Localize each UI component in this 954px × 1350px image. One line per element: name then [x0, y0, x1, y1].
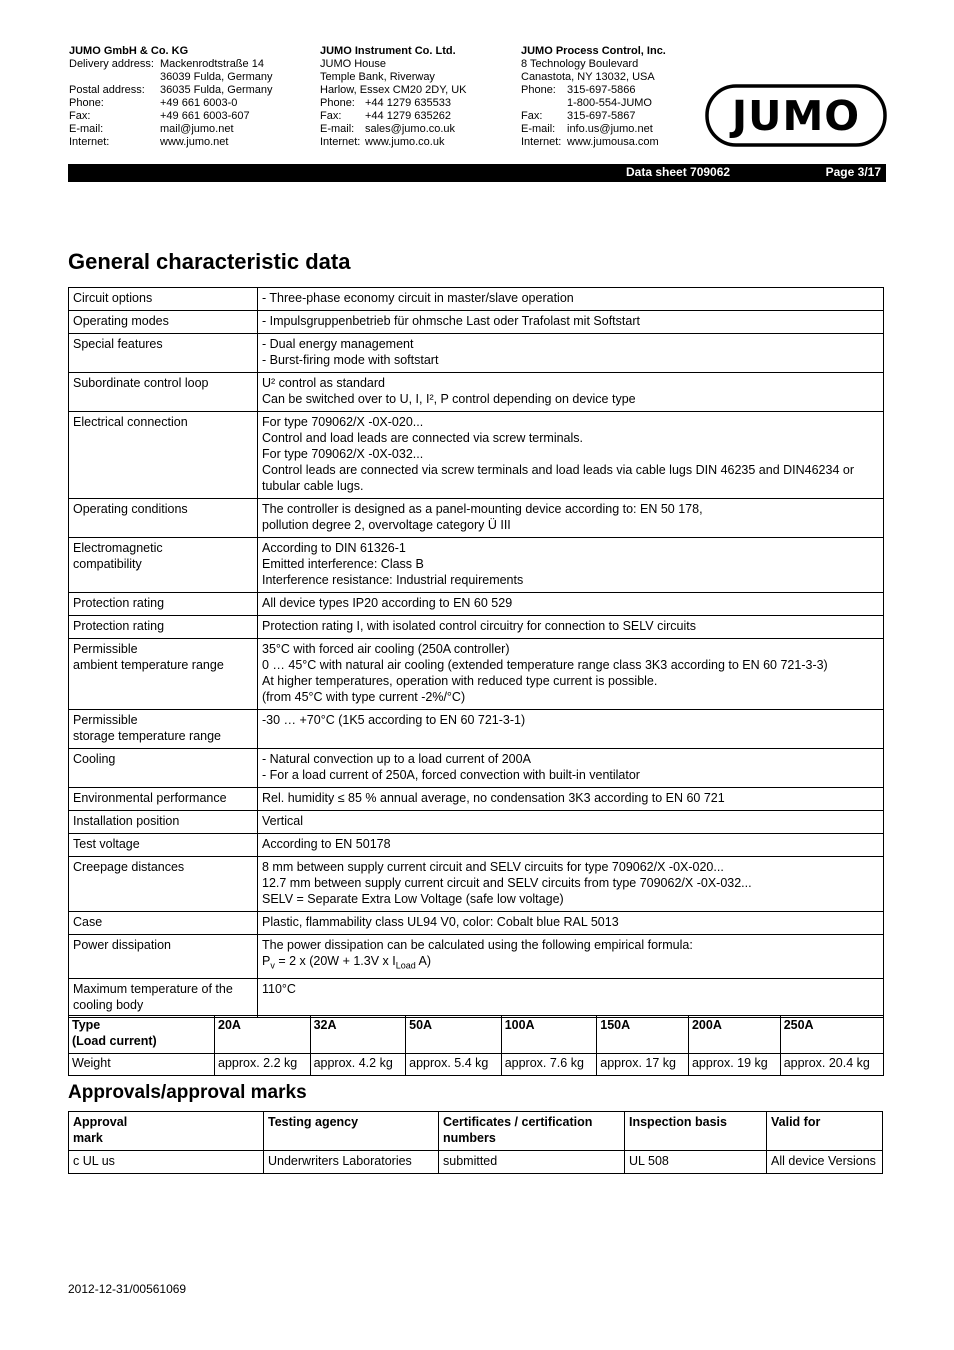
- header-line: Approval: [73, 1115, 128, 1129]
- header-line: Inspection basis: [629, 1115, 727, 1129]
- weights-row: [69, 1054, 884, 1076]
- type-cell: 100A: [501, 1016, 597, 1054]
- value-line: - Impulsgruppenbetrieb für ohmsche Last oder Trafolast mit Softstart: [262, 314, 640, 328]
- address-table: [521, 84, 659, 149]
- address-key: Phone:: [69, 97, 104, 109]
- characteristic-label: [69, 834, 258, 857]
- company-name: JUMO Process Control, Inc.: [521, 45, 666, 57]
- characteristics-table: [68, 287, 884, 1018]
- datasheet-number: Data sheet 709062: [626, 165, 731, 179]
- value-line: 12.7 mm between supply current circuit and SELV circuits from type 709062/X -0X-032...: [262, 876, 752, 890]
- address-key: E-mail:: [69, 123, 104, 135]
- characteristic-row: [69, 538, 884, 593]
- address-line: Temple Bank, Riverway: [320, 71, 435, 83]
- characteristic-value: [258, 593, 884, 616]
- document-footer: 2012-12-31/00561069: [68, 1282, 187, 1296]
- characteristic-label: [69, 311, 258, 334]
- address-line: Canastota, NY 13032, USA: [521, 71, 655, 83]
- type-cell: 250A: [780, 1016, 883, 1054]
- approvals-header-cell: [439, 1112, 625, 1151]
- value-line: Emitted interference: Class B: [262, 557, 424, 571]
- approvals-header-cell: [625, 1112, 767, 1151]
- characteristic-value: [258, 978, 884, 1017]
- value-line: 35°C with forced air cooling (250A controller): [262, 642, 510, 656]
- value-line: -30 … +70°C (1K5 according to EN 60 721-3-1): [262, 713, 526, 727]
- characteristic-row: [69, 811, 884, 834]
- address-table: [69, 58, 273, 149]
- address-key: Postal address:: [69, 84, 145, 96]
- weight-cell: approx. 17 kg: [597, 1054, 689, 1076]
- jumo-logo: [705, 84, 887, 147]
- approvals-header-cell: [767, 1112, 883, 1151]
- address-value: www.jumousa.com: [567, 136, 659, 148]
- characteristic-row: [69, 334, 884, 373]
- address-key: E-mail:: [521, 123, 556, 135]
- approval-cell: Underwriters Laboratories: [264, 1151, 439, 1174]
- characteristic-row: [69, 593, 884, 616]
- value-line: - Natural convection up to a load current of 200A: [262, 752, 531, 766]
- characteristic-row: [69, 978, 884, 1017]
- characteristic-value: [258, 710, 884, 749]
- address-row: [521, 97, 659, 110]
- address-key: Internet:: [320, 136, 361, 148]
- address-key: Fax:: [320, 110, 342, 122]
- label-line: Operating conditions: [73, 502, 188, 516]
- value-line: According to EN 50178: [262, 837, 391, 851]
- weight-label: Weight: [69, 1054, 215, 1076]
- formula-sub-load: Load: [395, 960, 416, 971]
- label-line: Operating modes: [73, 314, 169, 328]
- value-line: Interference resistance: Industrial requirements: [262, 573, 524, 587]
- weight-cell: approx. 7.6 kg: [501, 1054, 597, 1076]
- address-value: +49 661 6003-607: [160, 110, 250, 122]
- weights-header-row: [69, 1016, 884, 1054]
- address-value: www.jumo.co.uk: [365, 136, 445, 148]
- label-line: Case: [73, 915, 103, 929]
- type-header: [69, 1016, 215, 1054]
- approvals-table: [68, 1111, 883, 1174]
- address-value: sales@jumo.co.uk: [365, 123, 456, 135]
- characteristic-label: [69, 616, 258, 639]
- approvals-header-cell: [69, 1112, 264, 1151]
- label-line: Special features: [73, 337, 163, 351]
- address-row: [69, 123, 273, 136]
- address-value: www.jumo.net: [160, 136, 229, 148]
- weight-cell: approx. 2.2 kg: [215, 1054, 311, 1076]
- value-line: For type 709062/X -0X-020...: [262, 415, 424, 429]
- label-line: Power dissipation: [73, 938, 171, 952]
- approval-cell: UL 508: [625, 1151, 767, 1174]
- header-line: Valid for: [771, 1115, 821, 1129]
- power-formula: [262, 953, 879, 974]
- address-row: [521, 110, 659, 123]
- type-cell: 32A: [310, 1016, 406, 1054]
- value-line: According to DIN 61326-1: [262, 541, 406, 555]
- address-value: info.us@jumo.net: [567, 123, 653, 135]
- value-line: - Three-phase economy circuit in master/slave operation: [262, 291, 574, 305]
- address-row: [320, 123, 455, 136]
- address-value: 315-697-5867: [567, 110, 636, 122]
- characteristic-row: [69, 912, 884, 935]
- header-line: mark: [73, 1131, 103, 1145]
- address-key: [69, 71, 160, 84]
- label-line: Electrical connection: [73, 415, 188, 429]
- value-line: pollution degree 2, overvoltage category Ü III: [262, 518, 511, 532]
- label-line: Test voltage: [73, 837, 140, 851]
- type-cell: 150A: [597, 1016, 689, 1054]
- company-address-usa: [521, 45, 666, 149]
- address-row: [69, 97, 273, 110]
- characteristic-value: [258, 811, 884, 834]
- address-row: [521, 123, 659, 136]
- characteristic-row: [69, 412, 884, 499]
- characteristic-value: [258, 311, 884, 334]
- value-line: Rel. humidity ≤ 85 % annual average, no condensation 3K3 according to EN 60 721: [262, 791, 725, 805]
- weight-cell: approx. 4.2 kg: [310, 1054, 406, 1076]
- characteristic-value: [258, 538, 884, 593]
- label-line: Circuit options: [73, 291, 153, 305]
- company-address-germany: [69, 45, 273, 149]
- value-line: 8 mm between supply current circuit and SELV circuits for type 709062/X -0X-020...: [262, 860, 724, 874]
- characteristic-label: [69, 538, 258, 593]
- weights-table: [68, 1015, 884, 1076]
- characteristic-row: [69, 499, 884, 538]
- characteristic-row: [69, 857, 884, 912]
- company-name: JUMO Instrument Co. Ltd.: [320, 45, 456, 57]
- characteristic-value: [258, 616, 884, 639]
- weight-cell: approx. 5.4 kg: [406, 1054, 502, 1076]
- label-line: Cooling: [73, 752, 116, 766]
- header-line: Testing agency: [268, 1115, 359, 1129]
- weight-cell: approx. 19 kg: [688, 1054, 780, 1076]
- address-value: 315-697-5866: [567, 84, 636, 96]
- address-key: Phone:: [521, 84, 556, 96]
- type-cell: 50A: [406, 1016, 502, 1054]
- address-value: 1-800-554-JUMO: [567, 97, 652, 109]
- characteristic-label: [69, 373, 258, 412]
- type-cell: 20A: [215, 1016, 311, 1054]
- value-line: The power dissipation can be calculated using the following empirical formula:: [262, 938, 693, 952]
- company-name: JUMO GmbH & Co. KG: [69, 45, 189, 57]
- address-row: [521, 136, 659, 149]
- address-key: Phone:: [320, 97, 355, 109]
- address-row: [69, 136, 273, 149]
- address-key: Delivery address:: [69, 58, 154, 70]
- characteristic-row: [69, 311, 884, 334]
- address-value: +44 1279 635262: [365, 110, 451, 122]
- characteristic-label: [69, 935, 258, 979]
- page-number: Page 3/17: [825, 165, 881, 179]
- value-line: - For a load current of 250A, forced convection with built-in ventilator: [262, 768, 640, 782]
- address-key: Internet:: [521, 136, 562, 148]
- characteristic-value: [258, 788, 884, 811]
- logo-text: JUMO: [731, 92, 861, 140]
- characteristic-value: [258, 639, 884, 710]
- label-line: Environmental performance: [73, 791, 227, 805]
- address-row: [69, 110, 273, 123]
- characteristic-label: [69, 499, 258, 538]
- company-address-uk: [320, 45, 467, 149]
- address-value: +49 661 6003-0: [160, 97, 238, 109]
- label-line: Creepage distances: [73, 860, 185, 874]
- label-line: Protection rating: [73, 596, 165, 610]
- characteristic-value: [258, 912, 884, 935]
- approvals-heading: Approvals/approval marks: [68, 1082, 307, 1103]
- address-key: [521, 97, 567, 110]
- value-line: U² control as standard: [262, 376, 385, 390]
- characteristic-label: [69, 639, 258, 710]
- formula-mid: = 2 x (20W + 1.3V x I: [274, 954, 396, 968]
- characteristic-label: [69, 978, 258, 1017]
- formula-sub-v: v: [270, 960, 275, 971]
- characteristic-label: [69, 857, 258, 912]
- value-line: (from 45°C with type current -2%/°C): [262, 690, 466, 704]
- address-value: mail@jumo.net: [160, 123, 234, 135]
- value-line: Control and load leads are connected via screw terminals.: [262, 431, 584, 445]
- characteristic-label: [69, 288, 258, 311]
- address-row: [69, 71, 273, 84]
- label-line: Permissible: [73, 642, 138, 656]
- formula-p: P: [262, 954, 271, 968]
- page-title: General characteristic data: [68, 249, 351, 274]
- characteristic-row: [69, 288, 884, 311]
- value-line: All device types IP20 according to EN 60 529: [262, 596, 513, 610]
- label-line: Electromagnetic: [73, 541, 163, 555]
- characteristic-row: [69, 639, 884, 710]
- characteristic-row: [69, 834, 884, 857]
- label-line: Protection rating: [73, 619, 165, 633]
- characteristic-row: [69, 710, 884, 749]
- value-line: The controller is designed as a panel-mounting device according to: EN 50 178,: [262, 502, 703, 516]
- approvals-header-cell: [264, 1112, 439, 1151]
- approval-cell: c UL us: [69, 1151, 264, 1174]
- value-line: 0 … 45°C with natural air cooling (extended temperature range class 3K3 according to EN 60 721-3-3): [262, 658, 828, 672]
- address-key: Fax:: [521, 110, 543, 122]
- value-line: - Dual energy management: [262, 337, 414, 351]
- address-table: [320, 97, 455, 149]
- characteristic-value: [258, 412, 884, 499]
- characteristic-value: [258, 499, 884, 538]
- characteristic-value: [258, 373, 884, 412]
- address-row: [69, 58, 273, 71]
- value-line: For type 709062/X -0X-032...: [262, 447, 424, 461]
- characteristic-label: [69, 912, 258, 935]
- characteristic-label: [69, 749, 258, 788]
- label-line: storage temperature range: [73, 729, 222, 743]
- characteristic-row: [69, 788, 884, 811]
- label-line: Subordinate control loop: [73, 376, 209, 390]
- value-line: SELV = Separate Extra Low Voltage (safe low voltage): [262, 892, 564, 906]
- value-line: Protection rating I, with isolated control circuitry for connection to SELV circuits: [262, 619, 696, 633]
- address-key: Internet:: [69, 136, 110, 148]
- characteristic-row: [69, 749, 884, 788]
- approvals-header-row: [69, 1112, 883, 1151]
- value-line: Plastic, flammability class UL94 V0, color: Cobalt blue RAL 5013: [262, 915, 619, 929]
- type-header-line: Type: [72, 1018, 101, 1032]
- label-line: Installation position: [73, 814, 180, 828]
- value-line: Vertical: [262, 814, 303, 828]
- address-row: [320, 97, 455, 110]
- value-line: Control leads are connected via screw terminals and load leads via cable lugs DIN 46235 and DIN46234 or tubular cable lugs.: [262, 463, 855, 493]
- characteristic-label: [69, 334, 258, 373]
- characteristic-row: [69, 373, 884, 412]
- characteristic-value: [258, 288, 884, 311]
- address-row: [521, 84, 659, 97]
- type-header-line: (Load current): [72, 1034, 157, 1048]
- address-line: JUMO House: [320, 58, 387, 70]
- address-value: 36039 Fulda, Germany: [160, 71, 273, 83]
- address-row: [320, 110, 455, 123]
- label-line: Permissible: [73, 713, 138, 727]
- value-line: 110°C: [262, 981, 296, 996]
- address-value: +44 1279 635533: [365, 97, 451, 109]
- address-row: [320, 136, 455, 149]
- characteristic-value: [258, 334, 884, 373]
- value-line: At higher temperatures, operation with reduced type current is possible.: [262, 674, 658, 688]
- characteristic-label: [69, 710, 258, 749]
- characteristic-value: [258, 857, 884, 912]
- address-value: 36035 Fulda, Germany: [160, 84, 273, 96]
- characteristic-row: [69, 935, 884, 979]
- header-line: numbers: [443, 1131, 496, 1145]
- characteristic-label: [69, 593, 258, 616]
- approval-cell: submitted: [439, 1151, 625, 1174]
- weight-cell: approx. 20.4 kg: [780, 1054, 883, 1076]
- characteristic-value: [258, 935, 884, 979]
- characteristic-label: [69, 811, 258, 834]
- address-line: 8 Technology Boulevard: [521, 58, 639, 70]
- characteristic-value: [258, 749, 884, 788]
- value-line: Can be switched over to U, I, I², P control depending on device type: [262, 392, 636, 406]
- address-value: Mackenrodtstraße 14: [160, 58, 264, 70]
- value-line: - Burst-firing mode with softstart: [262, 353, 439, 367]
- address-line: Harlow, Essex CM20 2DY, UK: [320, 84, 467, 96]
- characteristic-row: [69, 616, 884, 639]
- approval-cell: All device Versions: [767, 1151, 883, 1174]
- characteristic-label: [69, 788, 258, 811]
- address-row: [69, 84, 273, 97]
- approval-row: [69, 1151, 883, 1174]
- label-line: ambient temperature range: [73, 658, 224, 672]
- header-bar: [68, 164, 886, 182]
- label-line: cooling body: [73, 997, 144, 1012]
- type-cell: 200A: [688, 1016, 780, 1054]
- characteristic-label: [69, 412, 258, 499]
- label-line: Maximum temperature of the: [73, 981, 233, 996]
- header-line: Certificates / certification: [443, 1115, 593, 1129]
- address-key: E-mail:: [320, 123, 355, 135]
- characteristic-value: [258, 834, 884, 857]
- formula-end: A): [415, 954, 432, 968]
- address-key: Fax:: [69, 110, 91, 122]
- label-line: compatibility: [73, 557, 142, 571]
